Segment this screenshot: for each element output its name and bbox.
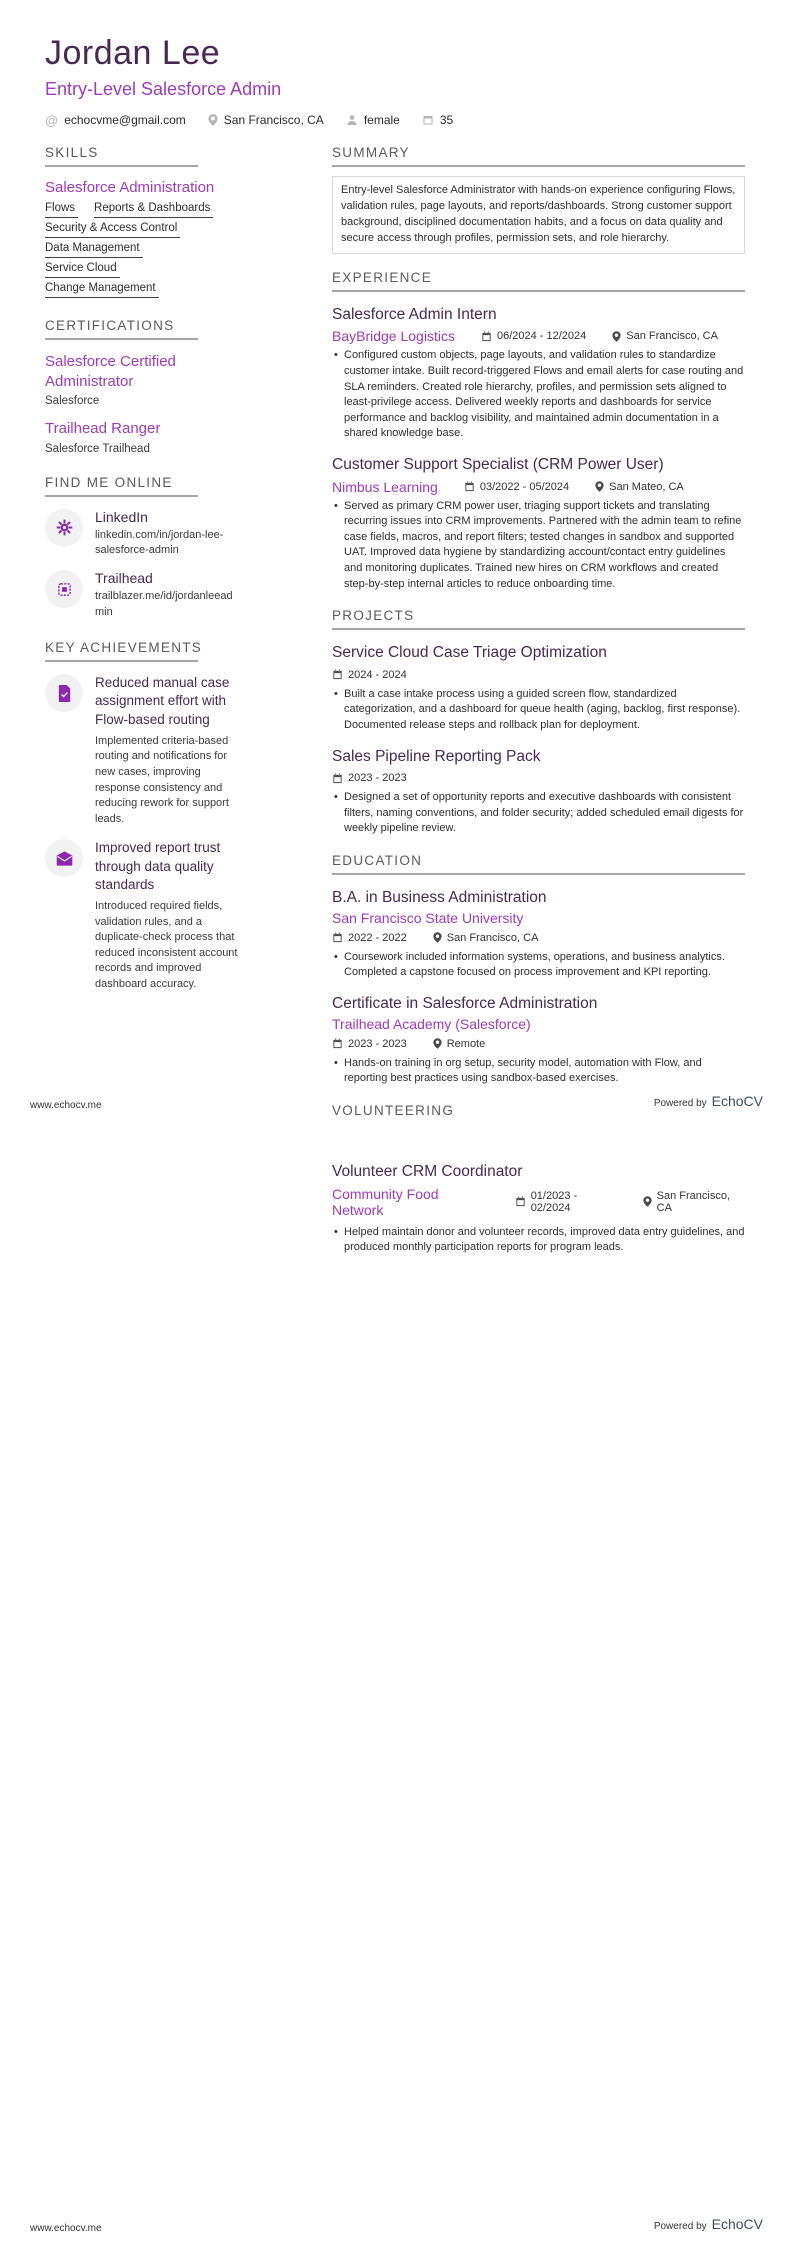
footer-branding	[654, 2216, 763, 2234]
chip-icon	[45, 570, 83, 608]
footer-branding	[654, 1093, 763, 1111]
online-link-url: trailblazer.me/id/jordanleeadmin	[95, 590, 233, 618]
skill-item: Reports & Dashboards	[94, 198, 213, 218]
contact-age	[422, 113, 453, 127]
volunteering-bullet: • Helped maintain donor and volunteer records, improved data entry guidelines, and produced monthly participation reports for program leads.	[332, 1225, 745, 1256]
section-divider	[332, 165, 745, 167]
certification-issuer: Salesforce Trailhead	[45, 442, 150, 455]
organization-name: Community Food Network	[332, 1185, 439, 1218]
company-name: BayBridge Logistics	[332, 328, 455, 345]
experience-heading: EXPERIENCE	[332, 269, 433, 285]
powered-by-text: Powered by	[653, 2221, 707, 2232]
education-dates	[332, 932, 407, 944]
location-text: San Francisco, CA	[626, 330, 718, 343]
project-title: Service Cloud Case Triage Optimization	[332, 644, 607, 662]
volunteering-location	[643, 1190, 745, 1214]
calendar-icon	[515, 1196, 526, 1207]
job-location	[595, 481, 684, 493]
dates-text: 2023 - 2023	[348, 1037, 407, 1050]
job-dates	[481, 330, 586, 342]
job-title: Salesforce Admin Intern	[332, 305, 497, 323]
summary-text: Entry-level Salesforce Administrator with hands-on experience configuring Flows, validation rules, page layouts, and reports/dashboards. Strong customer support background, disciplined documentation habits, and a focus on data quality and secure access through profiles, permission sets, and role hierarchy.	[332, 176, 745, 254]
achievement-description: Implemented criteria-based routing and notifications for new cases, improving response consistency and reducing rework for support leads.	[95, 734, 229, 825]
section-divider	[332, 628, 745, 630]
project-entry	[332, 638, 745, 733]
job-location	[612, 330, 718, 342]
volunteering-dates	[515, 1190, 617, 1214]
resume-columns	[45, 145, 745, 1123]
gear-icon	[45, 509, 83, 547]
contact-location	[208, 113, 324, 127]
achievement-item	[45, 839, 240, 992]
education-bullet: • Coursework included information systems, operations, and business analytics. Completed a capstone focused on process improvement and KPI reporting.	[332, 950, 745, 981]
online-link-url: linkedin.com/in/jordan-lee-salesforce-admin	[95, 528, 224, 556]
education-location	[433, 1038, 486, 1050]
certifications-heading: CERTIFICATIONS	[45, 318, 175, 333]
certification-issuer: Salesforce	[45, 395, 100, 407]
section-divider	[45, 660, 198, 662]
skill-group-title: Salesforce Administration	[45, 179, 215, 196]
online-link-linkedin[interactable]	[45, 509, 240, 559]
school-name: Trailhead Academy (Salesforce)	[332, 1015, 531, 1032]
volunteering-section-content	[332, 1163, 745, 1256]
volunteering-heading: VOLUNTEERING	[332, 1102, 455, 1118]
dates-text: 2022 - 2022	[348, 931, 407, 944]
contact-email	[45, 113, 186, 127]
age-text: 35	[439, 113, 454, 127]
achievement-title: Reduced manual case assignment effort with Flow-based routing	[95, 675, 230, 727]
summary-section	[332, 145, 745, 254]
footer-website-link[interactable]: www.echocv.me	[30, 1100, 102, 1111]
powered-by-text: Powered by	[653, 1098, 707, 1109]
calendar-icon	[332, 932, 343, 943]
dates-text: 03/2022 - 05/2024	[479, 480, 570, 493]
project-bullet: • Designed a set of opportunity reports and executive dashboards with consistent filters, naming conventions, and folder security; added scheduled email digests for weekly pipeline review.	[332, 790, 745, 837]
section-divider	[45, 165, 198, 167]
left-column	[45, 145, 240, 1123]
envelope-icon	[45, 839, 83, 877]
calendar-icon	[332, 1038, 343, 1049]
location-pin-icon	[208, 114, 218, 126]
project-dates	[332, 669, 407, 681]
email-text: echocvme@gmail.com	[64, 113, 186, 127]
find-me-online-section	[45, 475, 240, 621]
skill-item: Flows	[45, 198, 78, 218]
section-divider	[45, 495, 198, 497]
degree-title: B.A. in Business Administration	[332, 889, 547, 907]
section-divider	[332, 290, 745, 292]
location-text: San Mateo, CA	[609, 480, 684, 493]
skills-heading: SKILLS	[45, 145, 99, 160]
location-pin-icon	[433, 932, 442, 943]
page-footer	[30, 2216, 763, 2234]
resume-header	[45, 34, 745, 127]
section-divider	[332, 873, 745, 875]
key-achievements-section	[45, 640, 240, 993]
job-title: Customer Support Specialist (CRM Power User)	[332, 456, 664, 473]
calendar-icon	[481, 331, 492, 342]
footer-website-link[interactable]: www.echocv.me	[30, 2223, 102, 2234]
degree-title: Certificate in Salesforce Administration	[332, 994, 598, 1012]
location-pin-icon	[595, 481, 604, 492]
calendar-icon	[332, 773, 343, 784]
location-text: San Francisco, CA	[446, 931, 539, 944]
dates-text: 01/2023 - 02/2024	[530, 1189, 578, 1214]
education-entry	[332, 883, 745, 981]
online-link-label: LinkedIn	[95, 508, 148, 525]
project-title: Sales Pipeline Reporting Pack	[332, 747, 541, 765]
education-location	[433, 932, 539, 944]
location-text: San Francisco, CA	[223, 113, 324, 127]
achievement-item	[45, 674, 240, 827]
contact-gender	[346, 113, 400, 127]
resume-page-2	[0, 1123, 794, 2246]
skill-list	[45, 198, 240, 298]
education-bullet: • Hands-on training in org setup, security model, automation with Flow, and reporting best practices using sandbox-based exercises.	[332, 1056, 745, 1087]
section-divider	[45, 338, 198, 340]
job-dates	[464, 481, 569, 493]
calendar-box-icon	[422, 114, 434, 126]
skills-section	[45, 145, 240, 298]
location-pin-icon	[612, 331, 621, 342]
education-heading: EDUCATION	[332, 853, 423, 869]
job-bullet: • Configured custom objects, page layouts, and validation rules to standardize customer intake. Built record-triggered Flows and email alerts for case routing and SLA reminders. Created role hierarchy, profiles, and permission sets aligned to least-privilege access. Delivered weekly reports and dashboards for service performance and backlog visibility, and maintained admin documentation in a shared knowledge base.	[332, 348, 745, 442]
achievement-title: Improved report trust through data quality standards	[95, 840, 221, 892]
location-text: Remote	[446, 1037, 486, 1050]
calendar-icon	[464, 481, 475, 492]
skill-item: Data Management	[45, 238, 143, 258]
skill-item: Service Cloud	[45, 258, 120, 278]
certification-item	[45, 352, 240, 407]
job-bullet: • Served as primary CRM power user, triaging support tickets and translating recurring issues into CRM improvements. Partnered with the admin team to refine case fields, macros, and report filters; tested changes in sandbox and supported UAT. Improved data hygiene by standardizing account/contact entry guidelines and monitoring duplicates. Trained new hires on CRM workflows and created step-by-step internal articles to reduce onboarding time.	[332, 499, 745, 593]
location-pin-icon	[433, 1038, 442, 1049]
right-column	[332, 145, 745, 1123]
experience-entry	[332, 300, 745, 442]
project-bullet: • Built a case intake process using a guided screen flow, standardized categorization, and a dashboard for queue health (aging, backlog, first response). Documented release steps and rollback plan for deployment.	[332, 687, 745, 734]
skill-item: Security & Access Control	[45, 218, 180, 238]
experience-entry	[332, 450, 745, 592]
school-name: San Francisco State University	[332, 909, 524, 926]
projects-heading: PROJECTS	[332, 608, 415, 624]
online-link-label: Trailhead	[95, 570, 153, 587]
company-name: Nimbus Learning	[332, 478, 438, 495]
volunteering-entry	[332, 1163, 745, 1256]
experience-section	[332, 270, 745, 593]
dates-text: 2024 - 2024	[348, 668, 407, 681]
find-me-online-heading: FIND ME ONLINE	[45, 474, 173, 490]
calendar-icon	[332, 669, 343, 680]
summary-heading: SUMMARY	[332, 145, 410, 160]
project-dates	[332, 772, 407, 784]
project-entry	[332, 742, 745, 837]
certification-title: Trailhead Ranger	[45, 420, 161, 437]
candidate-name: Jordan Lee	[45, 34, 221, 72]
dates-text: 2023 - 2023	[348, 772, 407, 785]
page-footer	[30, 1093, 763, 1111]
certifications-section	[45, 318, 240, 455]
location-pin-icon	[643, 1196, 652, 1207]
location-text: San Francisco, CA	[656, 1189, 731, 1214]
dates-text: 06/2024 - 12/2024	[496, 330, 587, 343]
echocv-logo[interactable]: EchoCV	[711, 1093, 763, 1109]
education-entry	[332, 989, 745, 1087]
education-section	[332, 853, 745, 1087]
education-dates	[332, 1038, 407, 1050]
person-icon	[346, 114, 358, 126]
echocv-logo[interactable]: EchoCV	[711, 2216, 763, 2232]
online-link-trailhead[interactable]	[45, 570, 240, 620]
projects-section	[332, 608, 745, 837]
at-icon: @	[45, 112, 59, 128]
contact-row	[45, 113, 745, 127]
achievement-description: Introduced required fields, validation rules, and a duplicate-check process that reduced inconsistent account records and improved dashboard accuracy.	[95, 900, 238, 991]
candidate-title: Entry-Level Salesforce Admin	[45, 79, 282, 99]
key-achievements-heading: KEY ACHIEVEMENTS	[45, 640, 203, 656]
gender-text: female	[363, 113, 400, 127]
volunteer-role-title: Volunteer CRM Coordinator	[332, 1163, 523, 1180]
certification-item	[45, 419, 240, 455]
document-check-icon	[45, 674, 83, 712]
skill-item: Change Management	[45, 278, 159, 298]
certification-title: Salesforce Certified Administrator	[45, 353, 176, 390]
